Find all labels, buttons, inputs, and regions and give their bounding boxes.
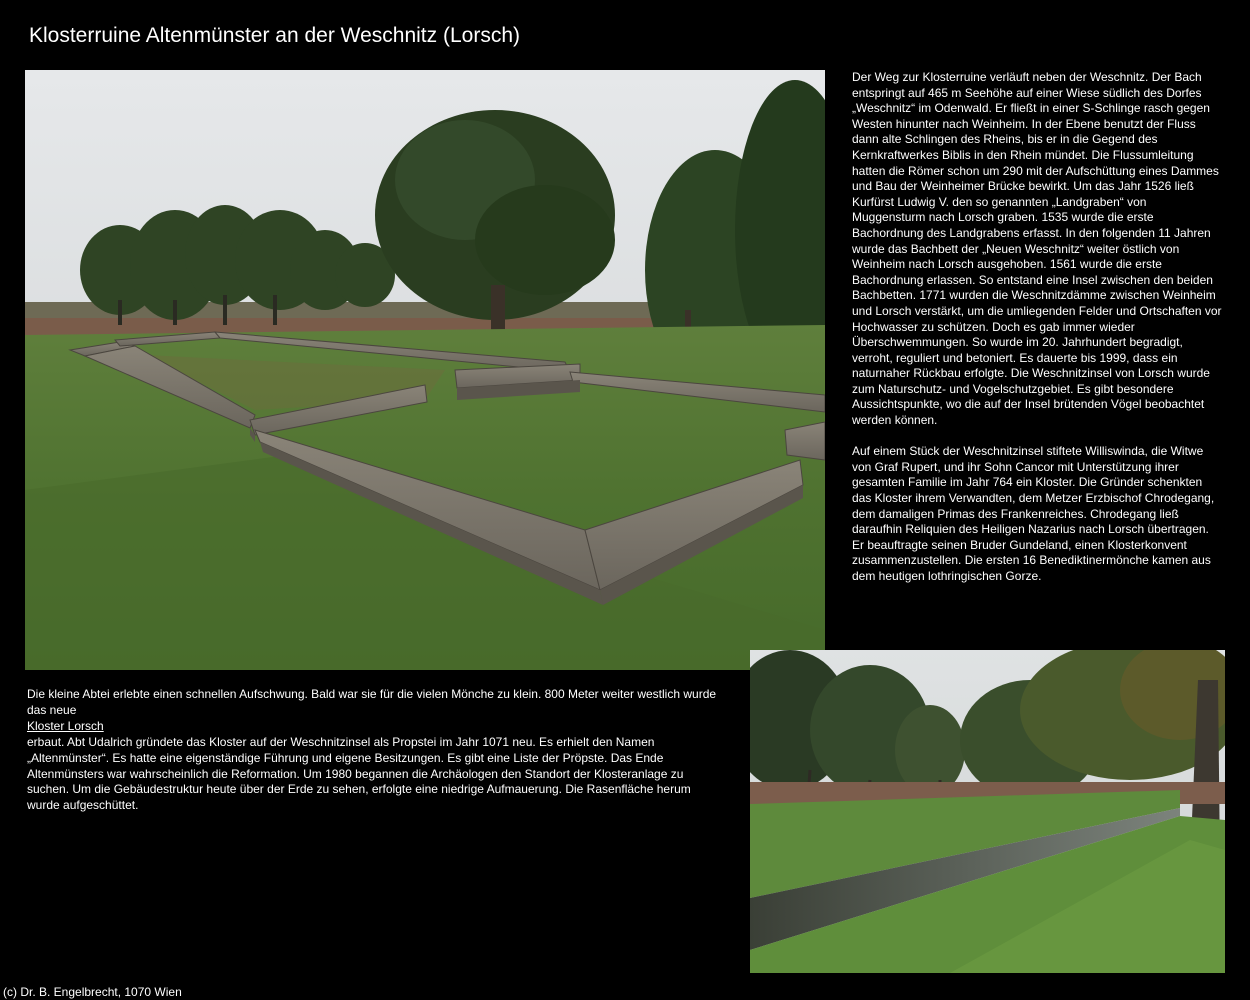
paragraph-weschnitz: Der Weg zur Klosterruine verläuft neben der Weschnitz. Der Bach entspringt auf 465 m Seehöhe auf einer Wiese südlich des Dorfes „Weschnitz“ im Odenwald. Er fließt in einer S-Schlinge rasch gegen Westen hinunter nach Weinheim. In der Ebene benutzt der Fluss dann alte Schlingen des Rheins, bis er in die Gegend des Kernkraftwerkes Biblis in den Rhein mündet. Die Flussumleitung hatten die Römer schon um 290 mit der Aufschüttung eines Dammes und Bau der Weinheimer Brücke bewirkt. Um das Jahr 1526 ließ Kurfürst Ludwig V. den so genannten „Landgraben“ von Muggensturm nach Lorsch graben. 1535 wurde die erste Bachordnung des Landgrabens erfasst. In den folgenden 11 Jahren wurde das Bachbett der „Neuen Weschnitz“ weiter östlich von Weinheim nach Lorsch ausgehoben. 1561 wurde die erste Bachordnung erlassen. So entstand eine Insel zwischen den beiden Bachbetten. 1771 wurden die Weschnitzdämme zwischen Weinheim und Lorsch verstärkt, um die umliegenden Felder und Ortschaften vor Hochwasser zu schützen. Doch es gab immer wieder Überschwemmungen. So wurde im 20. Jahrhundert begradigt, verroht, reguliert und betoniert. Es dauerte bis 1999, dass ein naturnaher Rückbau erfolgte. Die Weschnitzinsel von Lorsch wurde zum Naturschutz- und Vogelschutzgebiet. Es gibt besondere Aussichtspunkte, wo die auf der Insel brütenden Vögel beobachtet werden können. (852, 70, 1222, 428)
description-bottom (27, 687, 717, 814)
bottom-intro-text: Die kleine Abtei erlebte einen schnellen Aufschwung. Bald war sie für die vielen Mönche zu klein. 800 Meter weiter westlich wurde das neue (27, 687, 717, 717)
creek-photo (750, 650, 1225, 973)
page-title: Klosterruine Altenmünster an der Weschnitz (Lorsch) (29, 24, 520, 47)
description-right (852, 70, 1222, 600)
ruin-photo (25, 70, 825, 670)
kloster-lorsch-link[interactable]: Kloster Lorsch (27, 718, 104, 733)
bottom-rest-text: erbaut. Abt Udalrich gründete das Kloster auf der Weschnitzinsel als Propstei im Jahr 1071 neu. Es erhielt den Namen „Altenmünster“. Es hatte eine eigenständige Führung und eigene Besitzungen. Es gibt eine Liste der Pröpste. Das Ende Altenmünsters war wahrscheinlich die Reformation. Um 1980 begannen die Archäologen den Standort der Klosteranlage zu suchen. Um die Gebäudestruktur heute über der Erde zu sehen, erfolgte eine niedrige Aufmauerung. Die Rasenfläche herum wurde aufgeschüttet. (27, 734, 691, 813)
paragraph-foundation: Auf einem Stück der Weschnitzinsel stiftete Williswinda, die Witwe von Graf Rupert, und ihr Sohn Cancor mit Unterstützung ihrer gesamten Familie im Jahr 764 ein Kloster. Die Gründer schenkten das Kloster ihrem Verwandten, dem Metzer Erzbischof Chrodegang, dem damaligen Primas des Frankenreiches. Chrodegang ließ daraufhin Reliquien des Heiligen Nazarius nach Lorsch übertragen. Er beauftragte seinen Bruder Gundeland, einen Klosterkonvent zusammenzustellen. Die ersten 16 Benediktinermönche kamen aus dem heutigen lothringischen Gorze. (852, 444, 1215, 583)
copyright-footer: (c) Dr. B. Engelbrecht, 1070 Wien (3, 985, 182, 999)
